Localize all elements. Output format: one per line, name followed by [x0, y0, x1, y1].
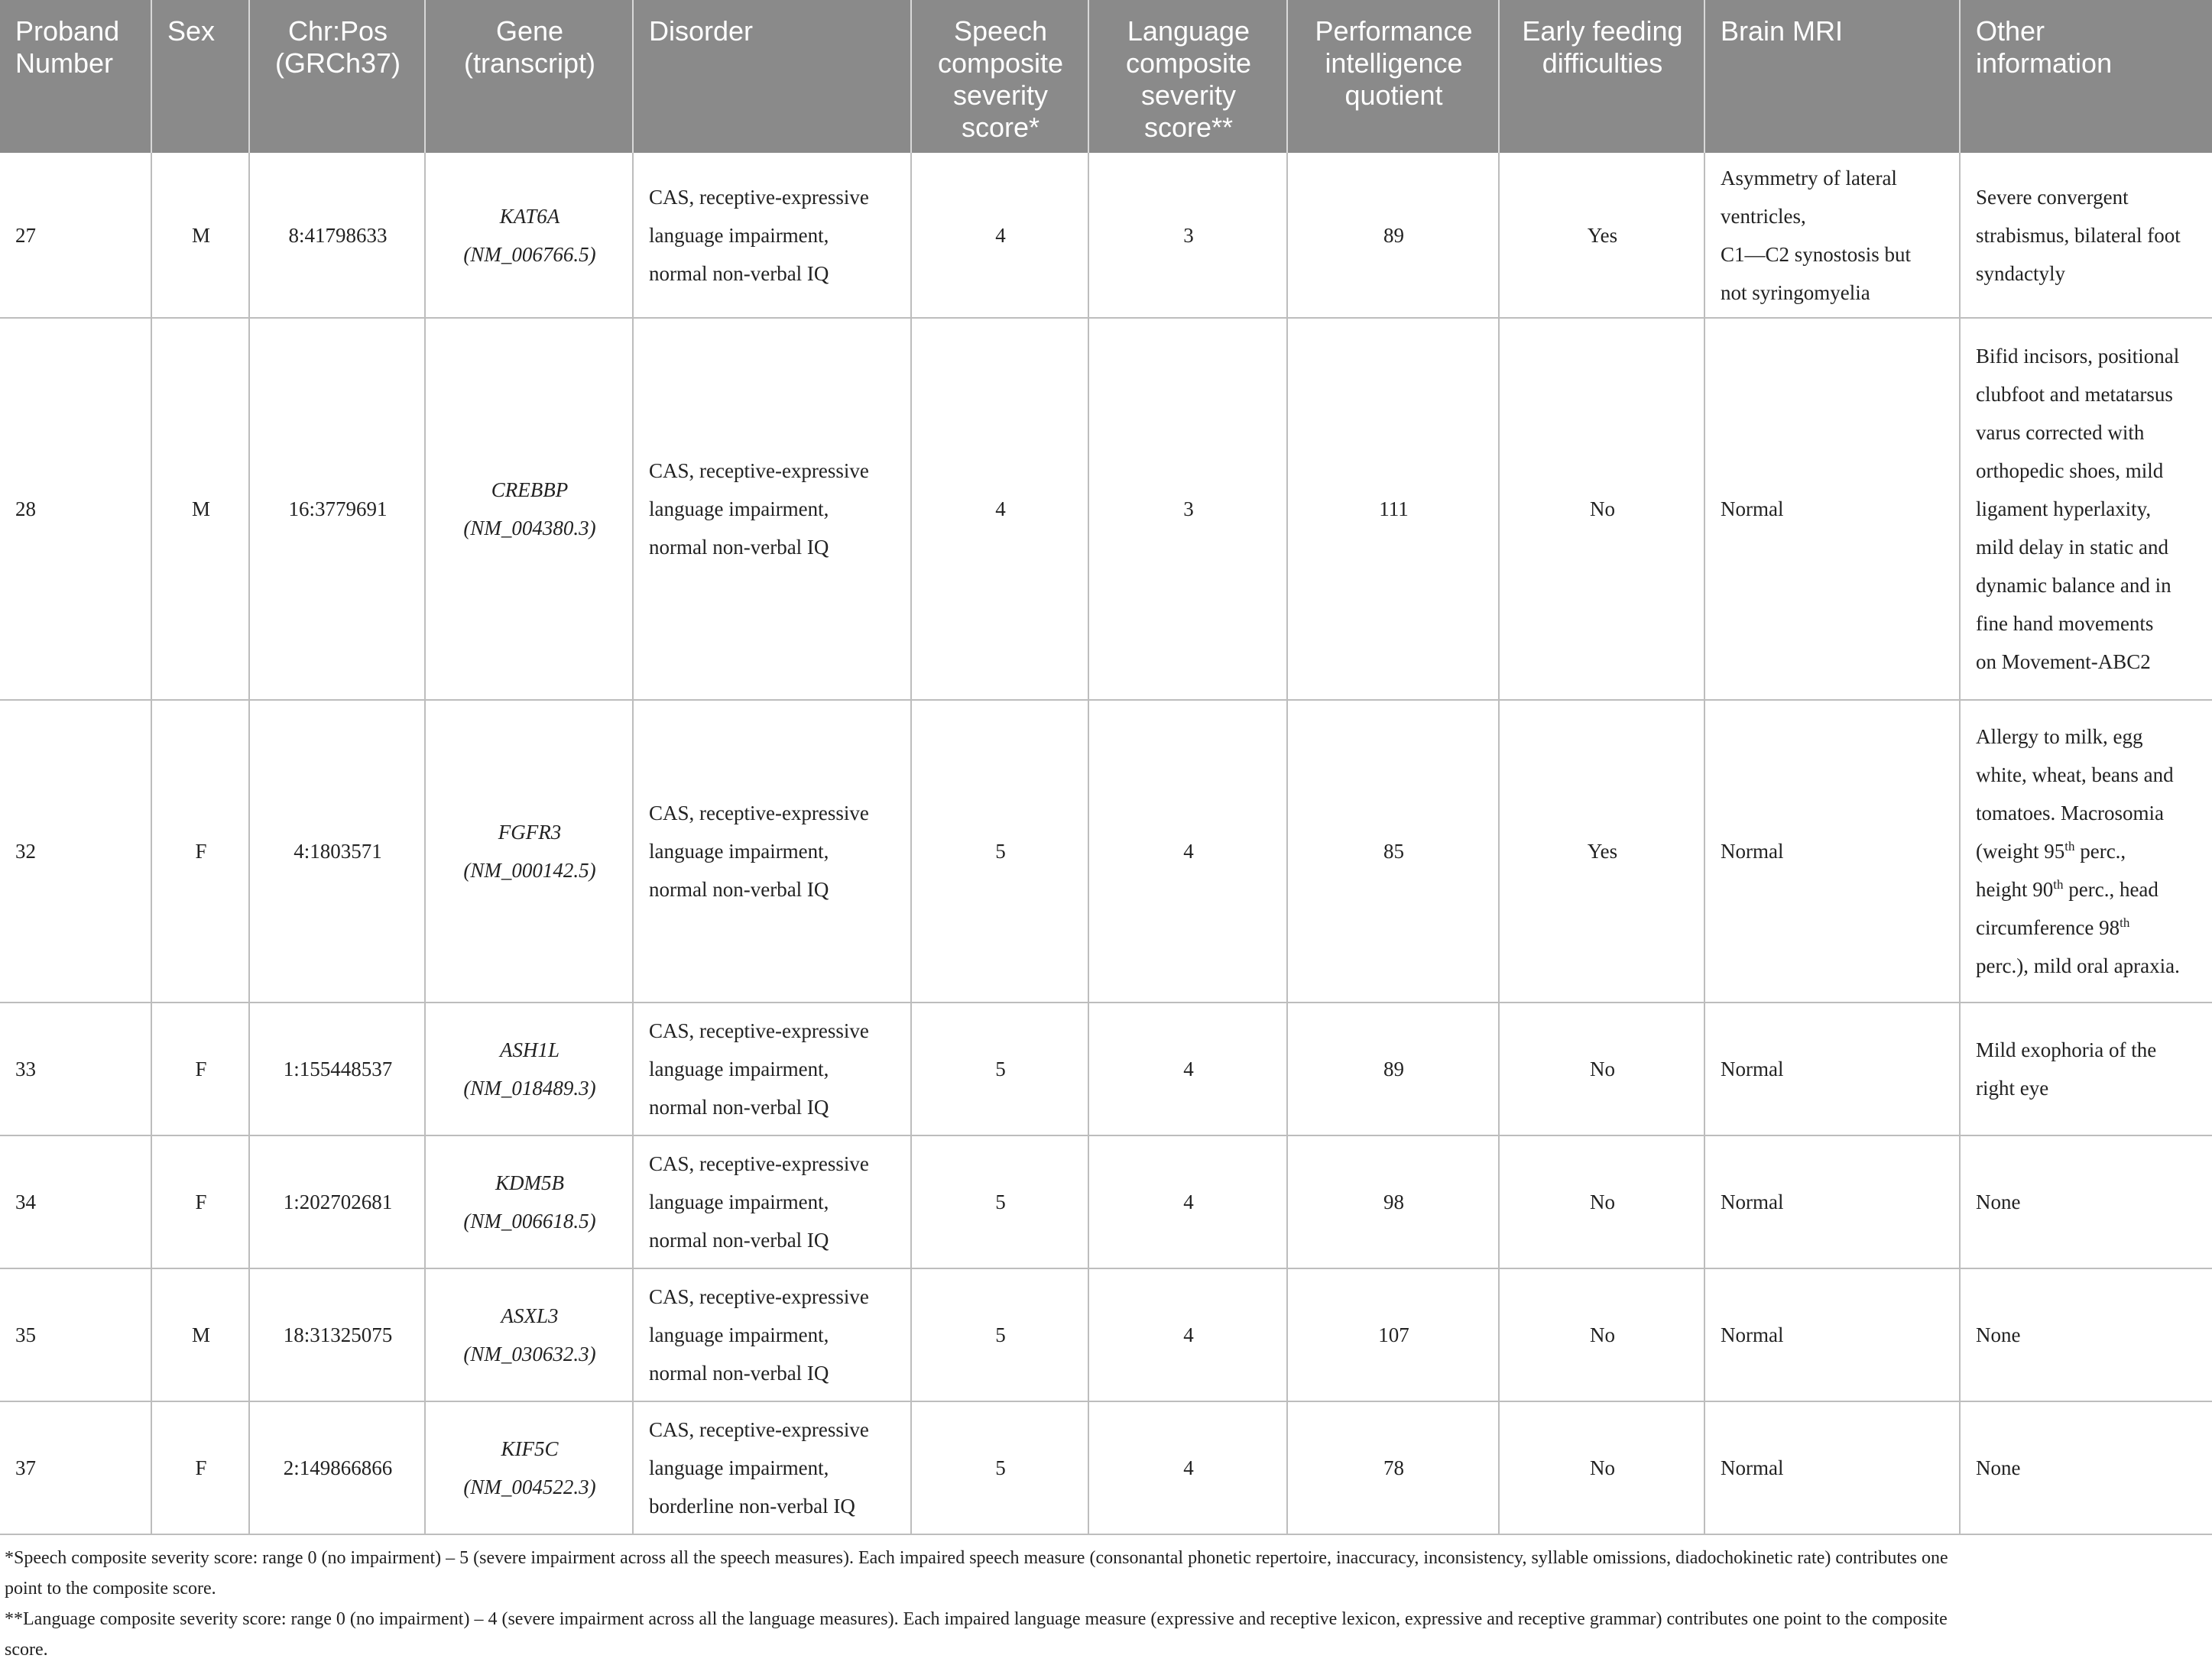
mri-cell [1704, 1401, 1960, 1534]
mri-line: Normal [1721, 1058, 1784, 1080]
header-label-line: information [1976, 47, 2113, 79]
disorder-line: borderline non-verbal IQ [649, 1495, 855, 1518]
disorder-line: language impairment, [649, 1190, 829, 1213]
feeding-cell: Yes [1499, 153, 1704, 318]
footnote-line: **Language composite severity score: range 0 (no impairment) – 4 (severe impairment across all the language measures). Each impaired language measure (expressive and receptive lexicon, expressive and receptive grammar) contributes one point to the composite [5, 1609, 1948, 1629]
header-gene [425, 0, 633, 153]
gene-cell [425, 1401, 633, 1534]
disorder-line: CAS, receptive-expressive [649, 1285, 869, 1308]
disorder-line: normal non-verbal IQ [649, 1096, 829, 1119]
footnote [5, 1604, 2206, 1665]
gene-line: (NM_004522.3) [463, 1476, 596, 1498]
disorder-line: CAS, receptive-expressive [649, 1418, 869, 1441]
gene-line: FGFR3 [498, 821, 562, 844]
other-info-cell [1960, 1401, 2212, 1534]
table-body [0, 153, 2212, 1534]
text-run: circumference 98 [1976, 916, 2120, 939]
speech-score-cell: 4 [911, 153, 1088, 318]
disorder-line: language impairment, [649, 1323, 829, 1346]
speech-score-cell: 5 [911, 1401, 1088, 1534]
disorder-line: normal non-verbal IQ [649, 536, 829, 559]
footnote-line: *Speech composite severity score: range 0 (no impairment) – 5 (severe impairment across all the speech measures). Each impaired speech measure (consonantal phonetic repertoire, inaccuracy, inconsistency, syllable omissions, diadochokinetic rate) contributes one [5, 1548, 1948, 1568]
piq-cell: 107 [1287, 1268, 1499, 1401]
speech-score-cell: 5 [911, 1268, 1088, 1401]
header-mri [1704, 0, 1960, 153]
speech-score-cell: 4 [911, 318, 1088, 700]
sex-cell: M [151, 153, 249, 318]
gene-line: KAT6A [499, 204, 560, 228]
other-info-line: ligament hyperlaxity, [1976, 497, 2152, 520]
other-info-line [1976, 756, 2198, 794]
text-run: perc., head [2063, 878, 2158, 901]
other-info-line [1976, 870, 2198, 909]
feeding-cell: No [1499, 1135, 1704, 1268]
mri-line: ventricles, [1721, 204, 1806, 228]
disorder-line: normal non-verbal IQ [649, 1362, 829, 1385]
other-info-cell [1960, 153, 2212, 318]
header-label-line: Number [15, 47, 114, 79]
disorder-line: normal non-verbal IQ [649, 261, 829, 285]
other-info-line: right eye [1976, 1077, 2049, 1100]
other-info-line: fine hand movements [1976, 612, 2154, 635]
disorder-line: language impairment, [649, 840, 829, 863]
other-info-line: orthopedic shoes, mild [1976, 459, 2164, 482]
text-run: perc.), mild oral apraxia. [1976, 954, 2180, 977]
header-label-line: Gene [495, 15, 564, 47]
disorder-line: normal non-verbal IQ [649, 878, 829, 901]
header-label-line: intelligence [1325, 47, 1463, 79]
header-feeding [1499, 0, 1704, 153]
header-label-line: score** [1143, 112, 1234, 143]
header-piq [1287, 0, 1499, 153]
chrpos-cell: 2:149866866 [249, 1401, 425, 1534]
language-score-cell: 4 [1088, 1268, 1287, 1401]
other-info-line [1976, 832, 2198, 870]
mri-cell [1704, 1135, 1960, 1268]
gene-line: KDM5B [495, 1171, 564, 1194]
gene-line: (NM_018489.3) [463, 1077, 596, 1100]
table-row [0, 1401, 2212, 1534]
chrpos-cell: 1:155448537 [249, 1003, 425, 1135]
gene-cell [425, 1003, 633, 1135]
language-score-cell: 4 [1088, 1135, 1287, 1268]
gene-line: (NM_030632.3) [463, 1343, 596, 1365]
mri-cell [1704, 1003, 1960, 1135]
gene-line: (NM_006618.5) [463, 1210, 596, 1233]
disorder-line: CAS, receptive-expressive [649, 1019, 869, 1042]
gene-line: ASH1L [499, 1038, 559, 1061]
disorder-cell [633, 153, 911, 318]
table-row [0, 700, 2212, 1003]
other-info-line: Mild exophoria of the [1976, 1038, 2157, 1061]
disorder-cell [633, 1268, 911, 1401]
proband-cell: 32 [0, 700, 151, 1003]
feeding-cell: No [1499, 318, 1704, 700]
mri-line: Normal [1721, 1456, 1784, 1479]
mri-line: not syringomyelia [1721, 280, 1870, 304]
other-info-cell [1960, 1003, 2212, 1135]
other-info-line: Bifid incisors, positional [1976, 345, 2180, 368]
feeding-cell: No [1499, 1401, 1704, 1534]
mri-cell [1704, 700, 1960, 1003]
footnote-line: point to the composite score. [5, 1579, 216, 1599]
text-run: height 90 [1976, 878, 2054, 901]
other-info-line: strabismus, bilateral foot [1976, 223, 2181, 247]
header-label-line: Brain MRI [1721, 15, 1844, 47]
disorder-line: language impairment, [649, 1058, 829, 1080]
other-info-line: syndactyly [1976, 261, 2065, 285]
feeding-cell: Yes [1499, 700, 1704, 1003]
disorder-cell [633, 318, 911, 700]
proband-cell: 27 [0, 153, 151, 318]
header-disorder [633, 0, 911, 153]
header-label-line: severity [952, 79, 1049, 111]
mri-line: Asymmetry of lateral [1721, 166, 1897, 189]
sex-cell: F [151, 700, 249, 1003]
sex-cell: F [151, 1401, 249, 1534]
chrpos-cell: 16:3779691 [249, 318, 425, 700]
disorder-line: CAS, receptive-expressive [649, 802, 869, 824]
header-label-line: Performance [1315, 15, 1473, 47]
other-info-line [1976, 947, 2198, 985]
mri-line: Normal [1721, 1190, 1784, 1213]
sex-cell: F [151, 1003, 249, 1135]
language-score-cell: 4 [1088, 1003, 1287, 1135]
proband-cell: 35 [0, 1268, 151, 1401]
header-label-line: Proband [15, 15, 120, 47]
speech-score-cell: 5 [911, 1003, 1088, 1135]
piq-cell: 98 [1287, 1135, 1499, 1268]
text-run: perc., [2074, 840, 2126, 863]
other-info-cell [1960, 1135, 2212, 1268]
disorder-line: language impairment, [649, 497, 829, 520]
other-info-cell [1960, 700, 2212, 1003]
superscript: th [2120, 915, 2130, 930]
disorder-line: language impairment, [649, 223, 829, 247]
language-score-cell: 3 [1088, 318, 1287, 700]
other-info-line: mild delay in static and [1976, 536, 2168, 559]
sex-cell: M [151, 1268, 249, 1401]
feeding-cell: No [1499, 1003, 1704, 1135]
feeding-cell: No [1499, 1268, 1704, 1401]
header-chrpos [249, 0, 425, 153]
header-other [1960, 0, 2212, 153]
disorder-line: CAS, receptive-expressive [649, 459, 869, 482]
disorder-cell [633, 1003, 911, 1135]
other-info-line [1976, 794, 2198, 832]
table-row [0, 318, 2212, 700]
disorder-line: language impairment, [649, 1456, 829, 1479]
gene-line: ASXL3 [501, 1304, 559, 1327]
mri-line: C1—C2 synostosis but [1721, 242, 1912, 266]
chrpos-cell: 1:202702681 [249, 1135, 425, 1268]
proband-cell: 28 [0, 318, 151, 700]
other-info-line: None [1976, 1190, 2021, 1213]
other-info-cell [1960, 318, 2212, 700]
mri-cell [1704, 153, 1960, 318]
language-score-cell: 4 [1088, 700, 1287, 1003]
disorder-cell [633, 700, 911, 1003]
header-label-line: Language [1127, 15, 1250, 47]
header-label-line: composite [1125, 47, 1252, 79]
chrpos-cell: 4:1803571 [249, 700, 425, 1003]
piq-cell: 111 [1287, 318, 1499, 700]
text-run: white, wheat, beans and [1976, 763, 2174, 786]
language-score-cell: 3 [1088, 153, 1287, 318]
other-info-line: Severe convergent [1976, 185, 2129, 209]
disorder-line: CAS, receptive-expressive [649, 1152, 869, 1175]
table-row [0, 1135, 2212, 1268]
text-run: Allergy to milk, egg [1976, 725, 2143, 748]
table-row [0, 1268, 2212, 1401]
proband-cell: 33 [0, 1003, 151, 1135]
superscript: th [2053, 877, 2064, 892]
mri-cell [1704, 1268, 1960, 1401]
gene-line: CREBBP [491, 478, 569, 501]
other-info-line: None [1976, 1456, 2021, 1479]
footnote [5, 1543, 2206, 1604]
proband-cell: 37 [0, 1401, 151, 1534]
header-label-line: Disorder [649, 15, 754, 47]
disorder-cell [633, 1401, 911, 1534]
header-label-line: Speech [953, 15, 1048, 47]
chrpos-cell: 18:31325075 [249, 1268, 425, 1401]
header-label-line: difficulties [1542, 47, 1663, 79]
mri-line: Normal [1721, 1323, 1784, 1346]
disorder-cell [633, 1135, 911, 1268]
header-language [1088, 0, 1287, 153]
gene-cell [425, 700, 633, 1003]
header-row [0, 0, 2212, 153]
header-label-line: Other [1976, 15, 2045, 47]
speech-score-cell: 5 [911, 1135, 1088, 1268]
other-info-line: dynamic balance and in [1976, 574, 2171, 597]
piq-cell: 89 [1287, 1003, 1499, 1135]
header-label-line: quotient [1344, 79, 1443, 111]
other-info-cell [1960, 1268, 2212, 1401]
header-label-line: (GRCh37) [274, 47, 401, 79]
sex-cell: F [151, 1135, 249, 1268]
text-run: tomatoes. Macrosomia [1976, 802, 2164, 824]
header-speech [911, 0, 1088, 153]
header-label-line: Early feeding [1522, 15, 1683, 47]
disorder-line: normal non-verbal IQ [649, 1229, 829, 1252]
other-info-line [1976, 909, 2198, 947]
header-label-line: Chr:Pos [287, 15, 388, 47]
header-label-line: severity [1140, 79, 1237, 111]
text-run: (weight 95 [1976, 840, 2065, 863]
table-row [0, 1003, 2212, 1135]
footnote-line: score. [5, 1640, 48, 1660]
mri-line: Normal [1721, 497, 1784, 520]
piq-cell: 85 [1287, 700, 1499, 1003]
speech-score-cell: 5 [911, 700, 1088, 1003]
header-label-line: (transcript) [463, 47, 596, 79]
header-sex [151, 0, 249, 153]
mri-line: Normal [1721, 840, 1784, 863]
gene-line: KIF5C [501, 1437, 559, 1460]
gene-cell [425, 153, 633, 318]
header-label-line: Sex [167, 15, 216, 47]
header-proband [0, 0, 151, 153]
language-score-cell: 4 [1088, 1401, 1287, 1534]
gene-line: (NM_006766.5) [463, 242, 596, 266]
footnotes [0, 1535, 2212, 1665]
piq-cell: 78 [1287, 1401, 1499, 1534]
piq-cell: 89 [1287, 153, 1499, 318]
other-info-line: on Movement-ABC2 [1976, 650, 2151, 673]
chrpos-cell: 8:41798633 [249, 153, 425, 318]
proband-cell: 34 [0, 1135, 151, 1268]
other-info-line: None [1976, 1323, 2021, 1346]
gene-line: (NM_004380.3) [463, 517, 596, 539]
other-info-line: varus corrected with [1976, 421, 2145, 444]
gene-cell [425, 1268, 633, 1401]
gene-line: (NM_000142.5) [463, 859, 596, 882]
superscript: th [2064, 839, 2075, 854]
table-row [0, 153, 2212, 318]
other-info-line: clubfoot and metatarsus [1976, 383, 2173, 406]
other-info-line [1976, 718, 2198, 756]
header-label-line: score* [961, 112, 1040, 143]
header-label-line: composite [937, 47, 1064, 79]
gene-cell [425, 1135, 633, 1268]
mri-cell [1704, 318, 1960, 700]
gene-cell [425, 318, 633, 700]
sex-cell: M [151, 318, 249, 700]
disorder-line: CAS, receptive-expressive [649, 185, 869, 209]
